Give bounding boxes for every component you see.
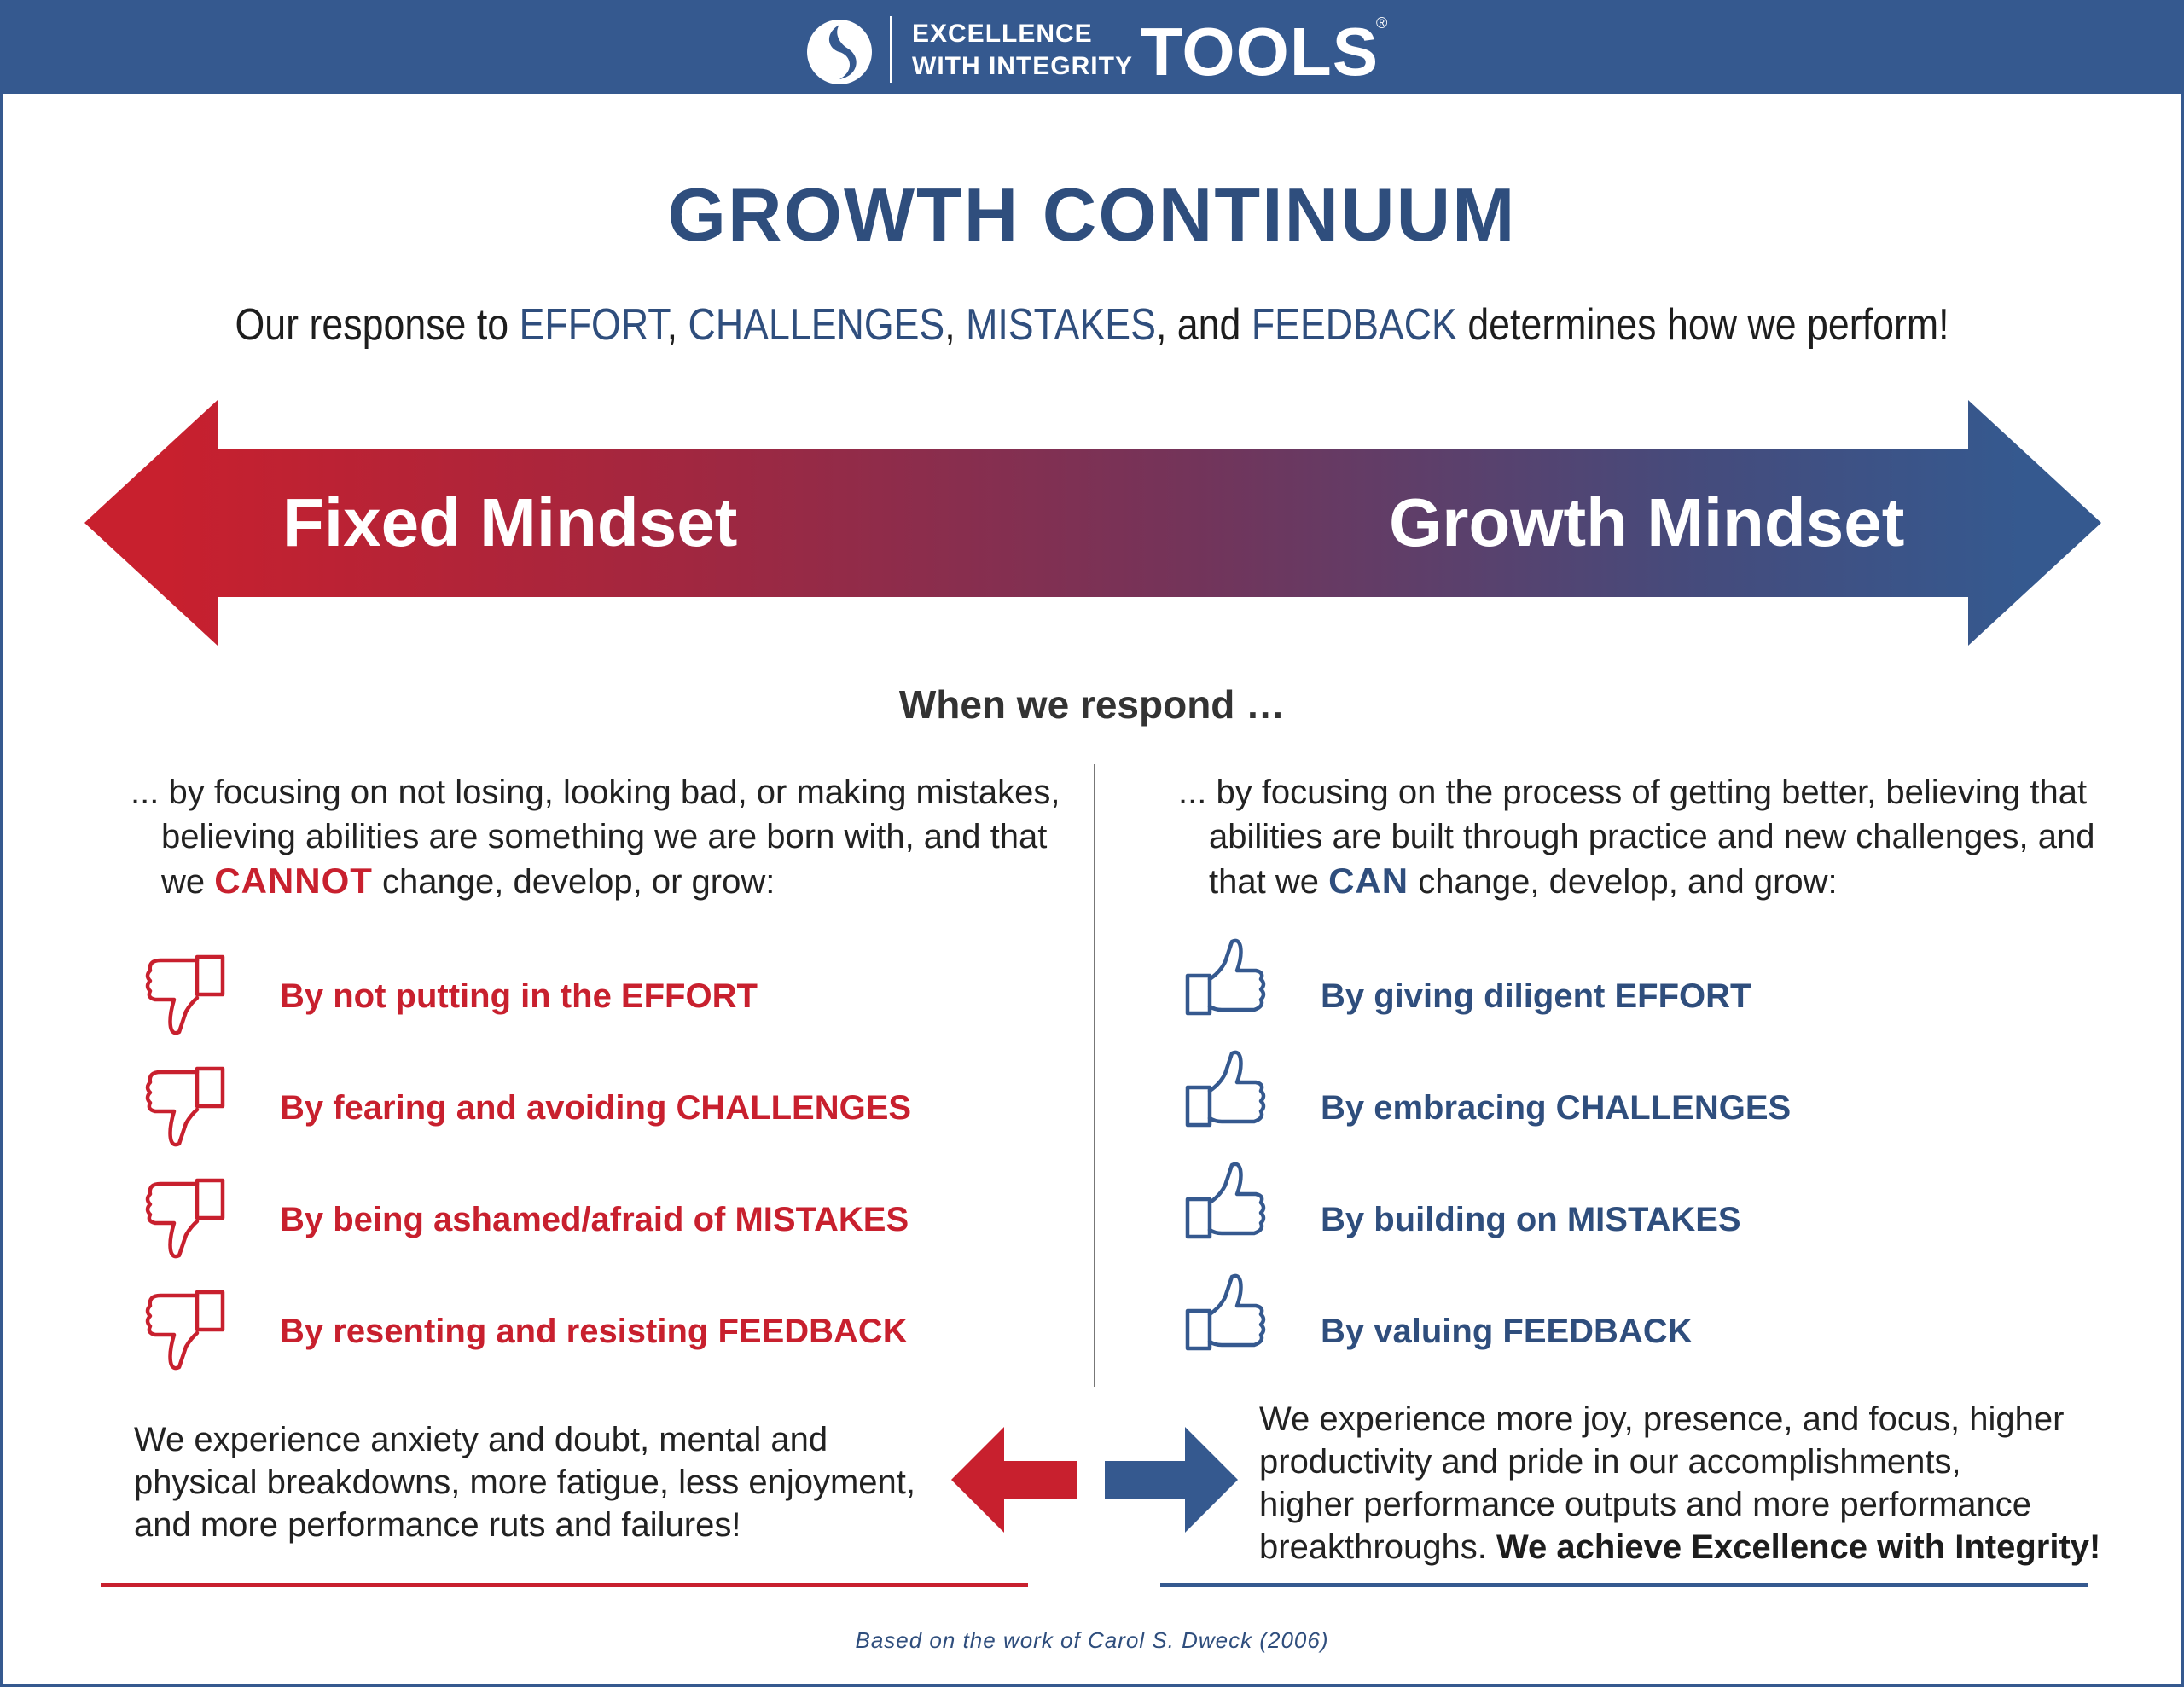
fixed-item-text: By not putting in the EFFORT	[280, 977, 758, 1015]
fixed-item-text: By being ashamed/afraid of MISTAKES	[280, 1201, 909, 1238]
brand-line-1: EXCELLENCE	[912, 20, 1093, 48]
right-arrow-icon	[1103, 1425, 1240, 1536]
tagline-bold: We achieve Excellence with Integrity!	[1496, 1528, 2101, 1566]
growth-outcome-text: breakthroughs.	[1259, 1528, 1496, 1566]
growth-item-text: By giving diligent EFFORT	[1321, 977, 1751, 1015]
keyword-mistakes: MISTAKES	[966, 300, 1156, 350]
swirl-logo-icon	[807, 20, 872, 84]
registered-mark: ®	[1376, 14, 1388, 32]
thumbs-down-icon	[143, 1177, 229, 1262]
growth-item-text: By valuing FEEDBACK	[1321, 1313, 1693, 1350]
growth-outcome	[1259, 1398, 2100, 1568]
fixed-item-text: By fearing and avoiding CHALLENGES	[280, 1089, 912, 1127]
subtitle	[155, 300, 2029, 350]
growth-item-text: By embracing CHALLENGES	[1321, 1089, 1792, 1127]
growth-item-text: By building on MISTAKES	[1321, 1201, 1741, 1238]
thumbs-up-icon	[1184, 1270, 1269, 1355]
cannot-emphasis: CANNOT	[214, 861, 373, 901]
column-divider	[1094, 764, 1095, 1387]
growth-outcome-line: We experience more joy, presence, and focus, higher	[1259, 1400, 2065, 1438]
brand-tools: TOOLS	[1141, 14, 1380, 90]
fixed-outcome-line: We experience anxiety and doubt, mental and	[134, 1421, 828, 1458]
thumbs-up-icon	[1184, 1046, 1269, 1132]
subtitle-text: Our response to	[235, 300, 520, 350]
growth-intro-line: abilities are built through practice and new challenges, and	[1209, 818, 2095, 855]
fixed-divider-rule	[101, 1583, 1028, 1587]
keyword-challenges: CHALLENGES	[688, 300, 945, 350]
growth-mindset-label: Growth Mindset	[1389, 484, 1905, 560]
fixed-intro-line: ... by focusing on not losing, looking bad, or making mistakes,	[131, 774, 1060, 811]
fixed-outcome	[134, 1418, 915, 1546]
keyword-feedback: FEEDBACK	[1251, 300, 1457, 350]
growth-divider-rule	[1160, 1583, 2088, 1587]
logo-divider	[890, 16, 892, 83]
growth-intro	[1178, 770, 2094, 904]
thumbs-up-icon	[1184, 1158, 1269, 1244]
growth-intro-line	[1178, 859, 2094, 904]
subtitle-sep: ,	[666, 300, 688, 350]
page-title: GROWTH CONTINUUM	[667, 172, 1517, 257]
growth-intro-line: ... by focusing on the process of getting better, believing that	[1178, 774, 2088, 811]
brand-line-2: WITH INTEGRITY	[912, 52, 1133, 80]
growth-outcome-line: productivity and pride in our accomplishments,	[1259, 1443, 1961, 1481]
subtitle-sep: , and	[1155, 300, 1252, 350]
fixed-intro-text: change, develop, or grow:	[372, 863, 775, 901]
growth-outcome-line: higher performance outputs and more performance	[1259, 1486, 2031, 1523]
thumbs-down-icon	[143, 954, 229, 1039]
left-arrow-icon	[950, 1425, 1077, 1536]
growth-outcome-line	[1259, 1526, 2100, 1568]
fixed-outcome-line: and more performance ruts and failures!	[134, 1506, 741, 1544]
thumbs-up-icon	[1184, 935, 1269, 1020]
fixed-intro-text: we	[161, 863, 215, 901]
subtitle-sep: ,	[944, 300, 967, 350]
fixed-intro-line: believing abilities are something we are born with, and that	[161, 818, 1048, 855]
header-bar	[3, 3, 2181, 94]
subtitle-text: determines how we perform!	[1456, 300, 1949, 350]
keyword-effort: EFFORT	[519, 300, 667, 350]
can-emphasis: CAN	[1328, 861, 1409, 901]
fixed-mindset-label: Fixed Mindset	[282, 484, 738, 560]
fixed-intro-line	[131, 859, 1060, 904]
growth-intro-text: that we	[1209, 863, 1329, 901]
thumbs-down-icon	[143, 1065, 229, 1151]
growth-intro-text: change, develop, and grow:	[1409, 863, 1838, 901]
attribution-footer: Based on the work of Carol S. Dweck (2006)	[855, 1627, 1329, 1653]
fixed-intro	[131, 770, 1060, 904]
fixed-outcome-line: physical breakdowns, more fatigue, less enjoyment,	[134, 1464, 916, 1501]
thumbs-down-icon	[143, 1289, 229, 1374]
respond-heading: When we respond …	[898, 682, 1286, 727]
fixed-item-text: By resenting and resisting FEEDBACK	[280, 1313, 908, 1350]
